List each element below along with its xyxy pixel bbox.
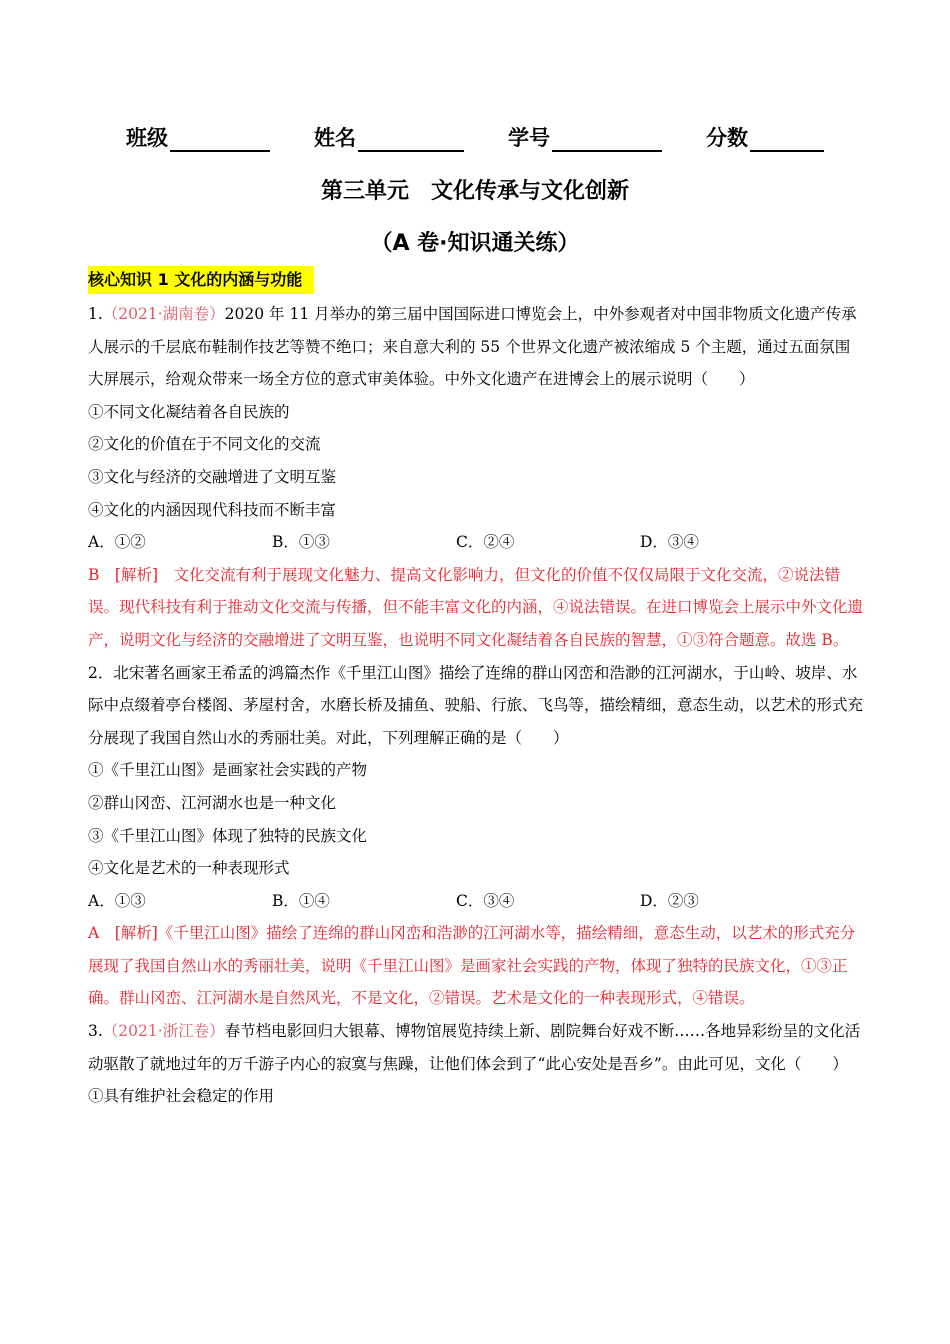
question-source: （2021·湖南卷） — [102, 305, 225, 323]
option-b[interactable]: B．①④ — [272, 891, 330, 910]
score-blank[interactable] — [750, 126, 824, 152]
unit-title: 第三单元 文化传承与文化创新 — [320, 179, 629, 204]
option-a[interactable]: A．①③ — [88, 891, 146, 910]
class-blank[interactable] — [170, 126, 270, 152]
section-heading: 核心知识 1 文化的内涵与功能 — [88, 266, 314, 294]
question-1-item: ④文化的内涵因现代科技而不断丰富 — [88, 500, 337, 519]
question-text: 北宋著名画家王希孟的鸿篇杰作《千里江山图》描绘了连绵的群山冈峦和浩渺的江河湖水，于山岭、坡岸、水际中点缀着亭台楼阁、茅屋村舍，水磨长桥及捕鱼、驶船、行旅、飞鸟等，描绘精细，意态生动，以艺术的形式充分展现了我国自然山水的秀丽壮美。对此，下列理解正确的是（ ） — [88, 663, 864, 747]
document-body — [88, 264, 864, 1113]
question-1-item: ②文化的价值在于不同文化的交流 — [88, 435, 321, 454]
name-field — [314, 122, 464, 152]
question-1-item: ③文化与经济的交融增进了文明互鉴 — [88, 467, 337, 486]
option-d[interactable]: D．②③ — [640, 891, 699, 910]
class-field — [126, 122, 270, 152]
unit-subtitle: （A 卷·知识通关练） — [370, 231, 580, 256]
student-id-blank[interactable] — [552, 126, 662, 152]
name-blank[interactable] — [358, 126, 464, 152]
option-d[interactable]: D．③④ — [640, 533, 699, 552]
option-c[interactable]: C．②④ — [456, 533, 515, 552]
question-number: 2． — [88, 663, 114, 682]
option-c[interactable]: C．③④ — [456, 891, 515, 910]
question-3-item: ①具有维护社会稳定的作用 — [88, 1087, 275, 1106]
question-1-answer: B [解析] 文化交流有利于展现文化魅力、提高文化影响力，但文化的价值不仅仅局限于文化交流，②说法错误。现代科技有利于推动文化交流与传播，但不能丰富文化的内涵，④说法错误。在进口博览会上展示中外文化遗产，说明文化与经济的交融增进了文明互鉴，也说明不同文化凝结着各自民族的智慧，①③符合题意。故选 B。 — [88, 565, 864, 649]
question-number: 1. — [88, 305, 103, 323]
question-2-item: ①《千里江山图》是画家社会实践的产物 — [88, 761, 368, 780]
score-label: 分数 — [706, 126, 748, 150]
option-a[interactable]: A．①② — [88, 533, 146, 552]
option-b[interactable]: B．①③ — [272, 533, 330, 552]
score-field — [706, 122, 824, 152]
question-2-options — [88, 885, 864, 918]
question-2-stem — [88, 657, 864, 755]
question-number: 3. — [88, 1022, 103, 1041]
name-label: 姓名 — [314, 126, 356, 150]
question-1-stem — [88, 298, 864, 396]
question-2-item: ③《千里江山图》体现了独特的民族文化 — [88, 826, 368, 845]
question-2-item: ②群山冈峦、江河湖水也是一种文化 — [88, 793, 337, 812]
question-text: 春节档电影回归大银幕、博物馆展览持续上新、剧院舞台好戏不断……各地异彩纷呈的文化活动驱散了就地过年的万千游子内心的寂寞与焦躁，让他们体会到了“此心安处是吾乡”。由此可见，文化（ ） — [88, 1022, 861, 1073]
question-1-item: ①不同文化凝结着各自民族的 — [88, 402, 290, 421]
question-2-answer: A [解析]《千里江山图》描绘了连绵的群山冈峦和浩渺的江河湖水等，描绘精细，意态生动，以艺术的形式充分展现了我国自然山水的秀丽壮美，说明《千里江山图》是画家社会实践的产物，体现了独特的民族文化，①③正确。群山冈峦、江河湖水是自然风光，不是文化，②错误。艺术是文化的一种表现形式，④错误。 — [88, 924, 856, 1008]
class-label: 班级 — [126, 126, 168, 150]
student-id-field — [508, 122, 662, 152]
student-info-row — [0, 122, 950, 152]
question-text: 2020 年 11 月举办的第三届中国国际进口博览会上，中外参观者对中国非物质文化遗产传承人展示的千层底布鞋制作技艺等赞不绝口；来自意大利的 55 个世界文化遗产被浓缩成 5 个主题，通过五面氛围大屏展示，给观众带来一场全方位的意式审美体验。中外文化遗产在进博会上的展示说明（ ） — [88, 305, 857, 389]
question-1-options — [88, 526, 864, 559]
question-source: （2021·浙江卷） — [102, 1022, 225, 1041]
question-2-item: ④文化是艺术的一种表现形式 — [88, 859, 290, 878]
question-3-stem — [88, 1015, 864, 1080]
student-id-label: 学号 — [508, 126, 550, 150]
